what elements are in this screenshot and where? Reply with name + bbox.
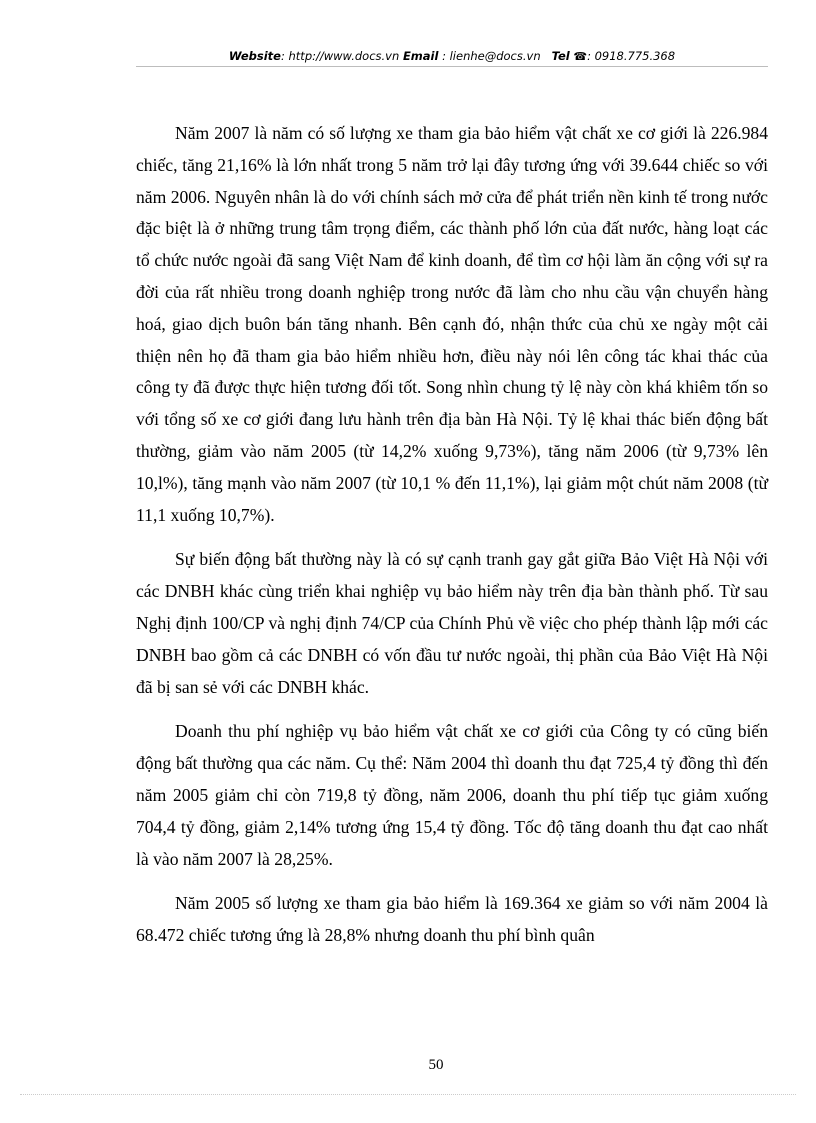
email-value[interactable]: : lienhe@docs.vn [438,49,541,63]
header-divider [136,66,768,67]
paragraph-3: Doanh thu phí nghiệp vụ bảo hiểm vật chất xe cơ giới của Công ty có cũng biến động bất thường qua các năm. Cụ thể: Năm 2004 thì doanh thu đạt 725,4 tỷ đồng thì đến năm 2005 giảm chỉ còn 719,8 tỷ đồng, năm 2006, doanh thu phí tiếp tục giảm xuống 704,4 tỷ đồng, giảm 2,14% tương ứng 15,4 tỷ đồng. Tốc độ tăng doanh thu đạt cao nhất là vào năm 2007 là 28,25%. [136,721,768,869]
paragraph-4: Năm 2005 số lượng xe tham gia bảo hiểm là 169.364 xe giảm so với năm 2004 là 68.472 chiếc tương ứng là 28,8% nhưng doanh thu phí bình quân [136,893,768,946]
page-number: 50 [428,1057,444,1073]
email-label: Email [402,49,439,63]
document-body [136,118,768,965]
page-header [136,46,768,66]
footer-divider [20,1094,796,1095]
tel-label: Tel [551,49,570,63]
website-url[interactable]: : http://www.docs.vn [280,49,400,63]
paragraph-1: Năm 2007 là năm có số lượng xe tham gia bảo hiểm vật chất xe cơ giới là 226.984 chiếc, tăng 21,16% là lớn nhất trong 5 năm trở lại đây tương ứng với 39.644 chiếc so với năm 2006. Nguyên nhân là do với chính sách mở cửa để phát triển nền kinh tế trong nước đặc biệt là ở những trung tâm trọng điểm, các thành phố lớn của đất nước, hàng loạt các tổ chức nước ngoài đã sang Việt Nam để kinh doanh, để tìm cơ hội làm ăn cộng với sự ra đời của rất nhiều trong doanh nghiệp trong nước đã làm cho nhu cầu vận chuyển hàng hoá, giao dịch buôn bán tăng nhanh. Bên cạnh đó, nhận thức của chủ xe ngày một cải thiện nên họ đã tham gia bảo hiểm nhiều hơn, điều này nói lên công tác khai thác của công ty đã được thực hiện tương đối tốt. Song nhìn chung tỷ lệ này còn khá khiêm tốn so với tổng số xe cơ giới đang lưu hành trên địa bàn Hà Nội. Tỷ lệ khai thác biến động bất thường, giảm vào năm 2005 (từ 14,2% xuống 9,73%), tăng năm 2006 (từ 9,73% lên 10,l%), tăng mạnh vào năm 2007 (từ 10,1 % đến 11,1%), lại giảm một chút năm 2008 (từ 11,1 xuống 10,7%). [136,123,768,525]
website-label: Website [228,49,281,63]
phone-icon: ☎ [573,50,588,63]
paragraph-2: Sự biến động bất thường này là có sự cạnh tranh gay gắt giữa Bảo Việt Hà Nội với các DNBH khác cùng triển khai nghiệp vụ bảo hiểm này trên địa bàn thành phố. Từ sau Nghị định 100/CP và nghị định 74/CP của Chính Phủ về việc cho phép thành lập mới các DNBH bao gồm cả các DNBH có vốn đầu tư nước ngoài, thị phần của Bảo Việt Hà Nội đã bị san sẻ với các DNBH khác. [136,549,768,697]
tel-value: : 0918.775.368 [587,49,676,63]
